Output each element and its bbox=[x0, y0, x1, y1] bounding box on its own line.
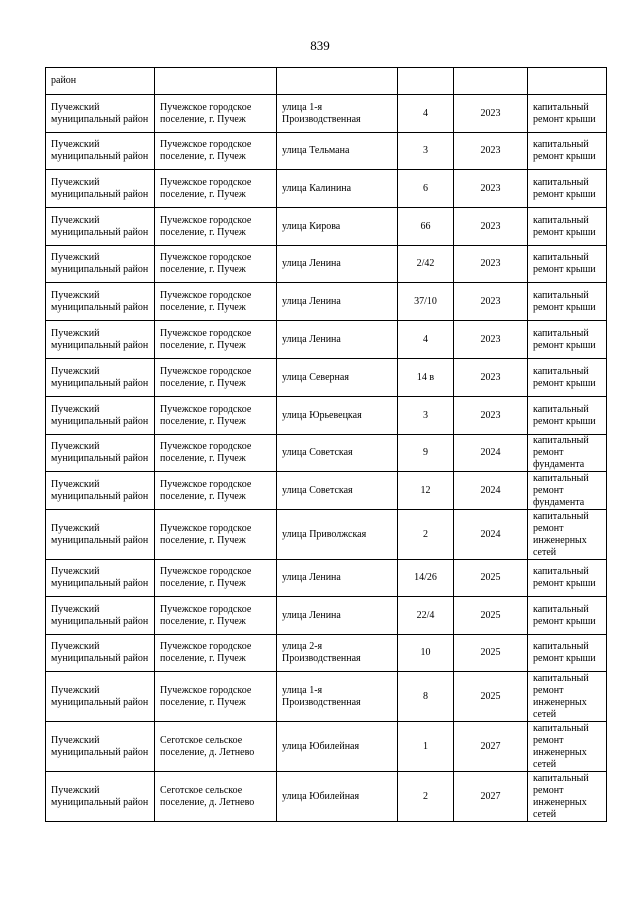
district-cell: Пучежский муниципальный район bbox=[46, 170, 155, 208]
settlement-cell: Пучежское городское поселение, г. Пучеж bbox=[155, 672, 277, 722]
table-row bbox=[46, 208, 607, 246]
district-cell: Пучежский муниципальный район bbox=[46, 560, 155, 597]
building-number-cell: 2 bbox=[398, 510, 454, 560]
work-type-cell: капитальный ремонт крыши bbox=[528, 208, 607, 246]
work-type-cell: капитальный ремонт инженерных сетей bbox=[528, 672, 607, 722]
building-number-cell: 22/4 bbox=[398, 597, 454, 635]
street-cell: улица 2-я Производственная bbox=[277, 635, 398, 672]
street-cell bbox=[277, 68, 398, 95]
settlement-cell: Пучежское городское поселение, г. Пучеж bbox=[155, 397, 277, 435]
settlement-cell: Пучежское городское поселение, г. Пучеж bbox=[155, 560, 277, 597]
work-type-cell: капитальный ремонт крыши bbox=[528, 246, 607, 283]
work-type-cell: капитальный ремонт инженерных сетей bbox=[528, 510, 607, 560]
settlement-cell bbox=[155, 68, 277, 95]
settlement-cell: Пучежское городское поселение, г. Пучеж bbox=[155, 472, 277, 510]
year-cell: 2023 bbox=[454, 359, 528, 397]
street-cell: улица Ленина bbox=[277, 597, 398, 635]
street-cell: улица Юбилейная bbox=[277, 722, 398, 772]
year-cell: 2024 bbox=[454, 435, 528, 472]
work-type-cell: капитальный ремонт фундамента bbox=[528, 435, 607, 472]
year-cell: 2025 bbox=[454, 597, 528, 635]
street-cell: улица Юрьевецкая bbox=[277, 397, 398, 435]
settlement-cell: Пучежское городское поселение, г. Пучеж bbox=[155, 283, 277, 321]
district-cell: Пучежский муниципальный район bbox=[46, 283, 155, 321]
settlement-cell: Пучежское городское поселение, г. Пучеж bbox=[155, 635, 277, 672]
district-cell: Пучежский муниципальный район bbox=[46, 359, 155, 397]
street-cell: улица Советская bbox=[277, 472, 398, 510]
table-row bbox=[46, 359, 607, 397]
building-number-cell: 10 bbox=[398, 635, 454, 672]
district-cell: Пучежский муниципальный район bbox=[46, 772, 155, 822]
work-type-cell: капитальный ремонт крыши bbox=[528, 359, 607, 397]
table-row bbox=[46, 283, 607, 321]
year-cell: 2025 bbox=[454, 560, 528, 597]
street-cell: улица 1-я Производственная bbox=[277, 95, 398, 133]
settlement-cell: Пучежское городское поселение, г. Пучеж bbox=[155, 510, 277, 560]
table-row bbox=[46, 560, 607, 597]
settlement-cell: Сеготское сельское поселение, д. Летнево bbox=[155, 722, 277, 772]
year-cell: 2025 bbox=[454, 635, 528, 672]
table-row bbox=[46, 472, 607, 510]
table-row bbox=[46, 672, 607, 722]
work-type-cell: капитальный ремонт крыши bbox=[528, 635, 607, 672]
work-type-cell: капитальный ремонт крыши bbox=[528, 283, 607, 321]
building-number-cell: 6 bbox=[398, 170, 454, 208]
building-number-cell: 2/42 bbox=[398, 246, 454, 283]
building-number-cell: 1 bbox=[398, 722, 454, 772]
street-cell: улица Юбилейная bbox=[277, 772, 398, 822]
district-cell: Пучежский муниципальный район bbox=[46, 635, 155, 672]
building-number-cell: 8 bbox=[398, 672, 454, 722]
year-cell: 2024 bbox=[454, 472, 528, 510]
table-row bbox=[46, 722, 607, 772]
work-type-cell: капитальный ремонт крыши bbox=[528, 321, 607, 359]
building-number-cell: 14/26 bbox=[398, 560, 454, 597]
building-number-cell: 12 bbox=[398, 472, 454, 510]
work-type-cell bbox=[528, 68, 607, 95]
work-type-cell: капитальный ремонт крыши bbox=[528, 133, 607, 170]
district-cell: Пучежский муниципальный район bbox=[46, 510, 155, 560]
work-type-cell: капитальный ремонт крыши bbox=[528, 95, 607, 133]
street-cell: улица Северная bbox=[277, 359, 398, 397]
settlement-cell: Пучежское городское поселение, г. Пучеж bbox=[155, 95, 277, 133]
district-cell: Пучежский муниципальный район bbox=[46, 672, 155, 722]
year-cell: 2027 bbox=[454, 772, 528, 822]
district-cell: Пучежский муниципальный район bbox=[46, 472, 155, 510]
year-cell: 2027 bbox=[454, 722, 528, 772]
year-cell: 2023 bbox=[454, 321, 528, 359]
street-cell: улица Калинина bbox=[277, 170, 398, 208]
repair-schedule-table bbox=[45, 67, 607, 822]
table-row bbox=[46, 635, 607, 672]
building-number-cell: 4 bbox=[398, 95, 454, 133]
year-cell: 2023 bbox=[454, 95, 528, 133]
table-row bbox=[46, 597, 607, 635]
district-cell: Пучежский муниципальный район bbox=[46, 435, 155, 472]
settlement-cell: Пучежское городское поселение, г. Пучеж bbox=[155, 170, 277, 208]
building-number-cell: 14 в bbox=[398, 359, 454, 397]
street-cell: улица Ленина bbox=[277, 246, 398, 283]
work-type-cell: капитальный ремонт инженерных сетей bbox=[528, 772, 607, 822]
district-cell: Пучежский муниципальный район bbox=[46, 321, 155, 359]
street-cell: улица Тельмана bbox=[277, 133, 398, 170]
district-cell: Пучежский муниципальный район bbox=[46, 597, 155, 635]
district-cell: район bbox=[46, 68, 155, 95]
building-number-cell: 3 bbox=[398, 397, 454, 435]
year-cell bbox=[454, 68, 528, 95]
table-row bbox=[46, 68, 607, 95]
year-cell: 2024 bbox=[454, 510, 528, 560]
district-cell: Пучежский муниципальный район bbox=[46, 246, 155, 283]
page-number: 839 bbox=[310, 38, 330, 53]
settlement-cell: Пучежское городское поселение, г. Пучеж bbox=[155, 321, 277, 359]
district-cell: Пучежский муниципальный район bbox=[46, 722, 155, 772]
building-number-cell: 9 bbox=[398, 435, 454, 472]
table-row bbox=[46, 321, 607, 359]
year-cell: 2023 bbox=[454, 208, 528, 246]
table-row bbox=[46, 170, 607, 208]
settlement-cell: Пучежское городское поселение, г. Пучеж bbox=[155, 133, 277, 170]
street-cell: улица Приволжская bbox=[277, 510, 398, 560]
year-cell: 2023 bbox=[454, 397, 528, 435]
table-row bbox=[46, 510, 607, 560]
street-cell: улица Кирова bbox=[277, 208, 398, 246]
district-cell: Пучежский муниципальный район bbox=[46, 95, 155, 133]
year-cell: 2023 bbox=[454, 170, 528, 208]
street-cell: улица 1-я Производственная bbox=[277, 672, 398, 722]
year-cell: 2025 bbox=[454, 672, 528, 722]
settlement-cell: Пучежское городское поселение, г. Пучеж bbox=[155, 435, 277, 472]
building-number-cell: 4 bbox=[398, 321, 454, 359]
district-cell: Пучежский муниципальный район bbox=[46, 208, 155, 246]
street-cell: улица Ленина bbox=[277, 321, 398, 359]
work-type-cell: капитальный ремонт инженерных сетей bbox=[528, 722, 607, 772]
building-number-cell bbox=[398, 68, 454, 95]
year-cell: 2023 bbox=[454, 246, 528, 283]
building-number-cell: 3 bbox=[398, 133, 454, 170]
table-row bbox=[46, 95, 607, 133]
work-type-cell: капитальный ремонт крыши bbox=[528, 170, 607, 208]
district-cell: Пучежский муниципальный район bbox=[46, 133, 155, 170]
year-cell: 2023 bbox=[454, 283, 528, 321]
building-number-cell: 2 bbox=[398, 772, 454, 822]
settlement-cell: Пучежское городское поселение, г. Пучеж bbox=[155, 597, 277, 635]
work-type-cell: капитальный ремонт крыши bbox=[528, 597, 607, 635]
settlement-cell: Пучежское городское поселение, г. Пучеж bbox=[155, 359, 277, 397]
settlement-cell: Пучежское городское поселение, г. Пучеж bbox=[155, 246, 277, 283]
settlement-cell: Сеготское сельское поселение, д. Летнево bbox=[155, 772, 277, 822]
work-type-cell: капитальный ремонт крыши bbox=[528, 560, 607, 597]
street-cell: улица Советская bbox=[277, 435, 398, 472]
work-type-cell: капитальный ремонт фундамента bbox=[528, 472, 607, 510]
district-cell: Пучежский муниципальный район bbox=[46, 397, 155, 435]
settlement-cell: Пучежское городское поселение, г. Пучеж bbox=[155, 208, 277, 246]
street-cell: улица Ленина bbox=[277, 560, 398, 597]
year-cell: 2023 bbox=[454, 133, 528, 170]
table-row bbox=[46, 435, 607, 472]
work-type-cell: капитальный ремонт крыши bbox=[528, 397, 607, 435]
street-cell: улица Ленина bbox=[277, 283, 398, 321]
table-row bbox=[46, 397, 607, 435]
building-number-cell: 37/10 bbox=[398, 283, 454, 321]
table-row bbox=[46, 772, 607, 822]
table-row bbox=[46, 246, 607, 283]
building-number-cell: 66 bbox=[398, 208, 454, 246]
table-row bbox=[46, 133, 607, 170]
